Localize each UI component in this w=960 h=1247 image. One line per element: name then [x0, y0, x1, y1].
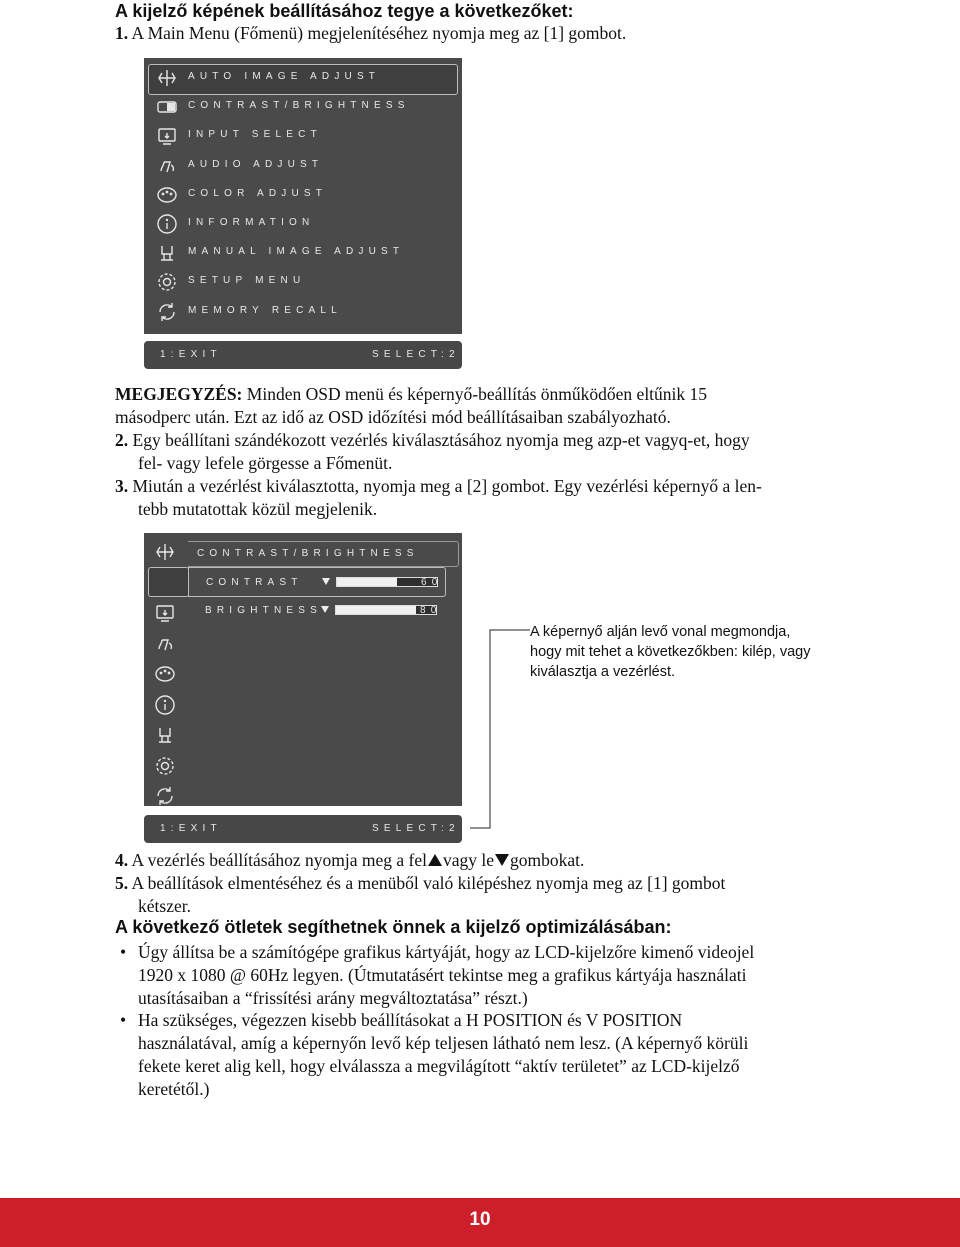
menu-item[interactable]: [144, 268, 462, 297]
decrease-icon: [322, 578, 330, 585]
step-4-number: 4.: [115, 850, 129, 870]
audio-icon: [156, 155, 178, 177]
callout-text: [530, 622, 811, 682]
sub-menu-title-box: [188, 541, 459, 567]
step-1-text: A Main Menu (Főmenü) megjelenítéséhez nyomja meg az [1] gombot.: [131, 23, 627, 43]
menu-item-label: MEMORY RECALL: [188, 304, 342, 316]
up-triangle-icon: [428, 854, 442, 866]
tip-2-line-4: keretétől.): [138, 1079, 210, 1099]
step-2: [115, 429, 750, 452]
tip-2: [138, 1009, 748, 1101]
step-3-number: 3.: [115, 476, 129, 496]
step-4-text-pre: A vezérlés beállításához nyomja meg a fel: [131, 850, 427, 870]
menu-item[interactable]: [144, 122, 462, 151]
menu-item-label: INFORMATION: [188, 217, 315, 228]
step-5-text-2: kétszer.: [138, 896, 191, 916]
brightness-label: BRIGHTNESS: [205, 605, 323, 616]
note-text-1: Minden OSD menü és képernyő-beállítás önműködően eltűnik 15: [242, 384, 708, 404]
palette-icon: [154, 663, 176, 685]
step-4-text-mid: vagy le: [442, 850, 495, 870]
brightness-slider-fill: [336, 606, 416, 614]
step-2-number: 2.: [115, 430, 129, 450]
input-icon: [156, 125, 178, 147]
input-icon: [154, 602, 176, 624]
callout-line-3: kiválasztja a vezérlést.: [530, 664, 676, 680]
menu-item[interactable]: [144, 210, 462, 239]
step-1-number: 1.: [115, 23, 129, 43]
page-footer: [0, 1198, 960, 1247]
menu-item[interactable]: [144, 152, 462, 181]
menu-item-label: INPUT SELECT: [188, 129, 322, 141]
step-3-text-1: Miután a vezérlést kiválasztotta, nyomja meg a [2] gombot. Egy vezérlési képernyő a len-: [132, 476, 762, 496]
auto-adjust-icon: [156, 67, 178, 89]
contrast-row[interactable]: [188, 567, 446, 597]
gear-icon: [154, 755, 176, 777]
sub-menu-title: CONTRAST/BRIGHTNESS: [197, 548, 419, 559]
section-heading: A kijelző képének beállításához tegye a következőket:: [115, 1, 574, 21]
step-1: [115, 22, 626, 45]
menu-item-label: AUDIO ADJUST: [188, 158, 324, 170]
note-line-2: másodperc után. Ezt az idő az OSD időzítési mód beállításaiban szabályozható.: [115, 407, 671, 427]
exit-hint: 1:EXIT: [160, 823, 222, 834]
tip-1-line-1: Úgy állítsa be a számítógépe grafikus kártyáját, hogy az LCD-kijelzőre kimenő videojel: [138, 942, 755, 962]
menu-item-label: CONTRAST/BRIGHTNESS: [188, 100, 410, 112]
tip-2-line-1: Ha szükséges, végezzen kisebb beállításokat a H POSITION és V POSITION: [138, 1010, 683, 1030]
down-triangle-icon: [495, 854, 509, 866]
menu-item[interactable]: [144, 64, 462, 93]
tip-bullet: •: [120, 942, 127, 962]
osd-main-menu: [144, 58, 462, 334]
brightness-value: 80: [420, 605, 442, 616]
menu-item-label: AUTO IMAGE ADJUST: [188, 71, 381, 82]
menu-item[interactable]: [144, 93, 462, 122]
sub-menu-selected-icon-box: [148, 567, 189, 597]
palette-icon: [156, 184, 178, 206]
tip-1-line-3: utasításaiban a “frissítési arány megváltoztatása” részt.): [138, 988, 528, 1008]
recall-icon: [154, 785, 176, 807]
callout-line-1: A képernyő alján levő vonal megmondja,: [530, 624, 791, 640]
menu-item[interactable]: [144, 298, 462, 327]
step-4-text-post: gombokat.: [510, 850, 585, 870]
recall-icon: [156, 301, 178, 323]
step-3: [115, 475, 762, 498]
contrast-value: 60: [421, 577, 443, 588]
manual-adjust-icon: [156, 242, 178, 264]
decrease-icon: [321, 606, 329, 613]
tip-1-line-2: 1920 x 1080 @ 60Hz legyen. (Útmutatásért tekintse meg a grafikus kártyája használati: [138, 965, 747, 985]
note-line-1: [115, 383, 707, 406]
step-5: [115, 872, 725, 895]
menu-item-label: COLOR ADJUST: [188, 187, 328, 199]
info-icon: [154, 694, 176, 716]
contrast-label: CONTRAST: [206, 577, 303, 588]
tip-bullet: •: [120, 1010, 127, 1030]
step-3-text-2: tebb mutatottak közül megjelenik.: [138, 499, 378, 519]
tip-2-line-3: fekete keret alig kell, hogy elválassza a megvilágított “aktív területet” az LCD-kijelző: [138, 1056, 740, 1076]
page-number: 10: [469, 1209, 491, 1230]
osd-sub-menu: [144, 533, 462, 806]
callout-line-2: hogy mit tehet a következőkben: kilép, vagy: [530, 644, 811, 660]
manual-adjust-icon: [154, 724, 176, 746]
gear-icon: [156, 271, 178, 293]
osd-main-footer-bar: [144, 341, 462, 369]
audio-icon: [154, 633, 176, 655]
step-2-text-1: Egy beállítani szándékozott vezérlés kiválasztásához nyomja meg azp-et vagyq-et, hogy: [132, 430, 750, 450]
tips-heading: A következő ötletek segíthetnek önnek a kijelző optimizálásában:: [115, 917, 672, 937]
exit-hint: 1:EXIT: [160, 349, 222, 360]
callout-connector: [440, 620, 540, 835]
step-4: [115, 849, 584, 872]
step-5-number: 5.: [115, 873, 129, 893]
menu-item[interactable]: [144, 181, 462, 210]
osd-sub-footer-bar: [144, 815, 462, 843]
select-hint: SELECT:2: [372, 349, 460, 360]
menu-item-label: SETUP MENU: [188, 275, 306, 287]
tip-1: [138, 941, 754, 1010]
menu-item[interactable]: [144, 239, 462, 268]
contrast-slider-fill: [337, 578, 397, 586]
note-label: MEGJEGYZÉS:: [115, 384, 243, 404]
step-5-text-1: A beállítások elmentéséhez és a menüből való kilépéshez nyomja meg az [1] gombot: [131, 873, 726, 893]
info-icon: [156, 213, 178, 235]
select-hint: SELECT:2: [372, 823, 460, 834]
menu-item-label: MANUAL IMAGE ADJUST: [188, 246, 405, 258]
step-2-text-2: fel- vagy lefele görgesse a Főmenüt.: [138, 453, 393, 473]
auto-adjust-icon: [154, 541, 176, 563]
tip-2-line-2: használatával, amíg a képernyőn levő kép teljesen látható nem lesz. (A képernyő körüli: [138, 1033, 749, 1053]
brightness-row[interactable]: [188, 597, 444, 625]
contrast-icon: [156, 96, 178, 118]
